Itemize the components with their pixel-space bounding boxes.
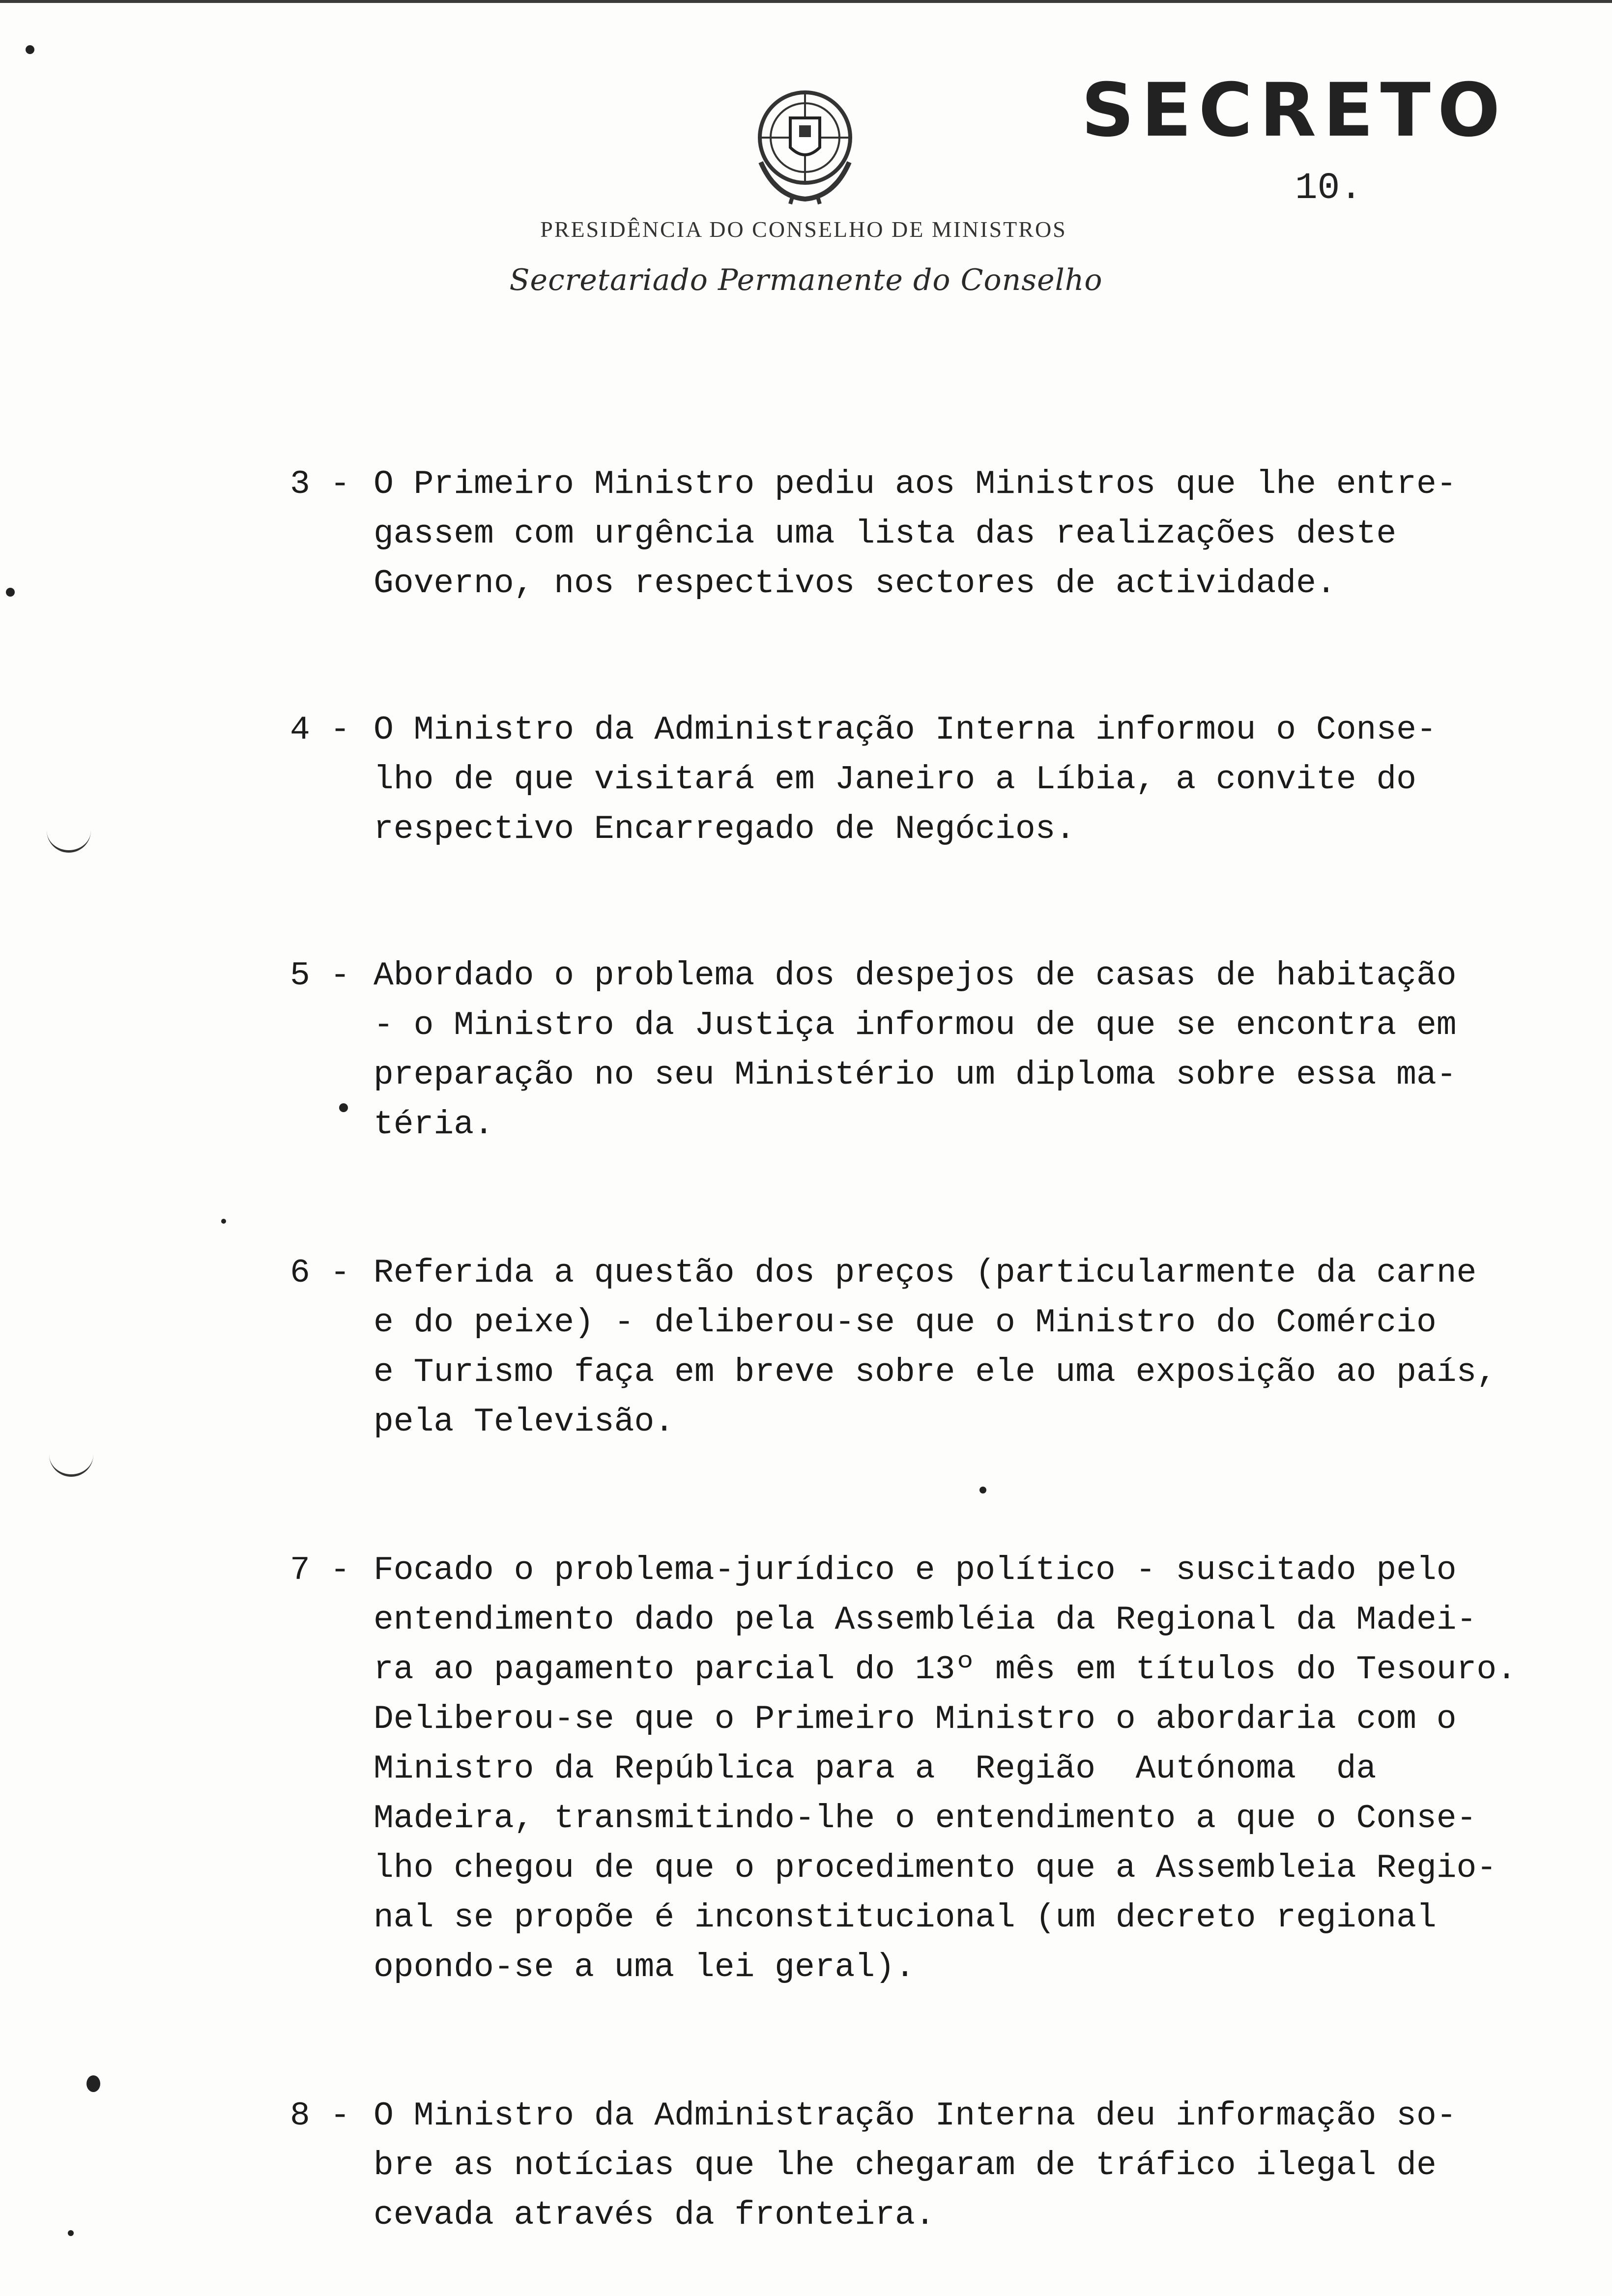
scan-speck [221,1219,226,1224]
scan-speck [339,1103,348,1112]
item-text-line: gassem com urgência uma lista das realizações deste [374,515,1397,553]
department-heading: Secretariado Permanente do Conselho [509,263,1103,297]
scan-mark [47,831,91,853]
item-text-line: Abordado o problema dos despejos de casas de habitação [374,957,1457,995]
item-text-line: lho de que visitará em Janeiro a Líbia, a convite do [374,761,1416,799]
item-text-line: O Ministro da Administração Interna deu informação so- [374,2097,1457,2135]
item-text-line: preparação no seu Ministério um diploma sobre essa ma- [374,1056,1457,1094]
item-number: 3 - [290,465,350,503]
item-text-line: O Primeiro Ministro pediu aos Ministros que lhe entre- [374,465,1457,503]
page-number: 10. [1295,167,1362,209]
item-number: 4 - [290,711,350,749]
item-text [374,951,1519,1149]
item-text-line: Madeira, transmitindo-lhe o entendimento a que o Conse- [374,1800,1477,1837]
item-text-line: Ministro da República para a Região Autónoma da [374,1750,1377,1788]
item-text-line: entendimento dado pela Assembléia da Regional da Madei- [374,1601,1477,1639]
item-text [374,459,1519,608]
item-text-line: téria. [374,1106,494,1144]
item-text-line: Focado o problema-jurídico e político - suscitado pelo [374,1551,1457,1589]
top-rule [0,0,1612,3]
item-text-line: O Ministro da Administração Interna informou o Conse- [374,711,1437,749]
coat-of-arms-icon [741,84,869,206]
scan-speck [979,1487,986,1493]
institution-heading [0,216,1612,242]
scan-speck [86,2075,100,2092]
item-text-line: bre as notícias que lhe chegaram de tráfico ilegal de [374,2147,1437,2184]
item-text-line: nal se propõe é inconstitucional (um decreto regional [374,1899,1437,1937]
institution-name: PRESIDÊNCIA DO CONSELHO DE MINISTROS [540,217,1067,242]
item-text [374,705,1519,854]
item-number: 6 - [290,1254,350,1292]
scan-speck [68,2230,74,2236]
secret-stamp: SECRETO [1081,68,1507,153]
scan-speck [6,588,15,597]
item-text-line: e Turismo faça em breve sobre ele uma exposição ao país, [374,1353,1497,1391]
item-text-line: pela Televisão. [374,1403,675,1441]
item-text-line: Referida a questão dos preços (particularmente da carne [374,1254,1477,1292]
item-text-line: respectivo Encarregado de Negócios. [374,810,1076,848]
item-text-line: Deliberou-se que o Primeiro Ministro o abordaria com o [374,1700,1457,1738]
item-number: 8 - [290,2097,350,2135]
item-text-line: - o Ministro da Justiça informou de que se encontra em [374,1006,1457,1044]
item-text-line: cevada através da fronteira. [374,2196,935,2234]
item-text-line: e do peixe) - deliberou-se que o Ministro do Comércio [374,1304,1437,1342]
item-text-line: ra ao pagamento parcial do 13º mês em títulos do Tesouro. [374,1651,1517,1689]
item-number: 7 - [290,1551,350,1589]
item-number: 5 - [290,957,350,995]
scan-mark [49,1455,93,1477]
item-text [374,1546,1519,1992]
item-text-line: opondo-se a uma lei geral). [374,1949,915,1986]
item-text-line: lho chegou de que o procedimento que a Assembleia Regio- [374,1849,1497,1887]
item-text-line: Governo, nos respectivos sectores de actividade. [374,565,1336,603]
item-text [374,2091,1519,2240]
item-text [374,1248,1519,1447]
scan-speck [26,45,34,54]
